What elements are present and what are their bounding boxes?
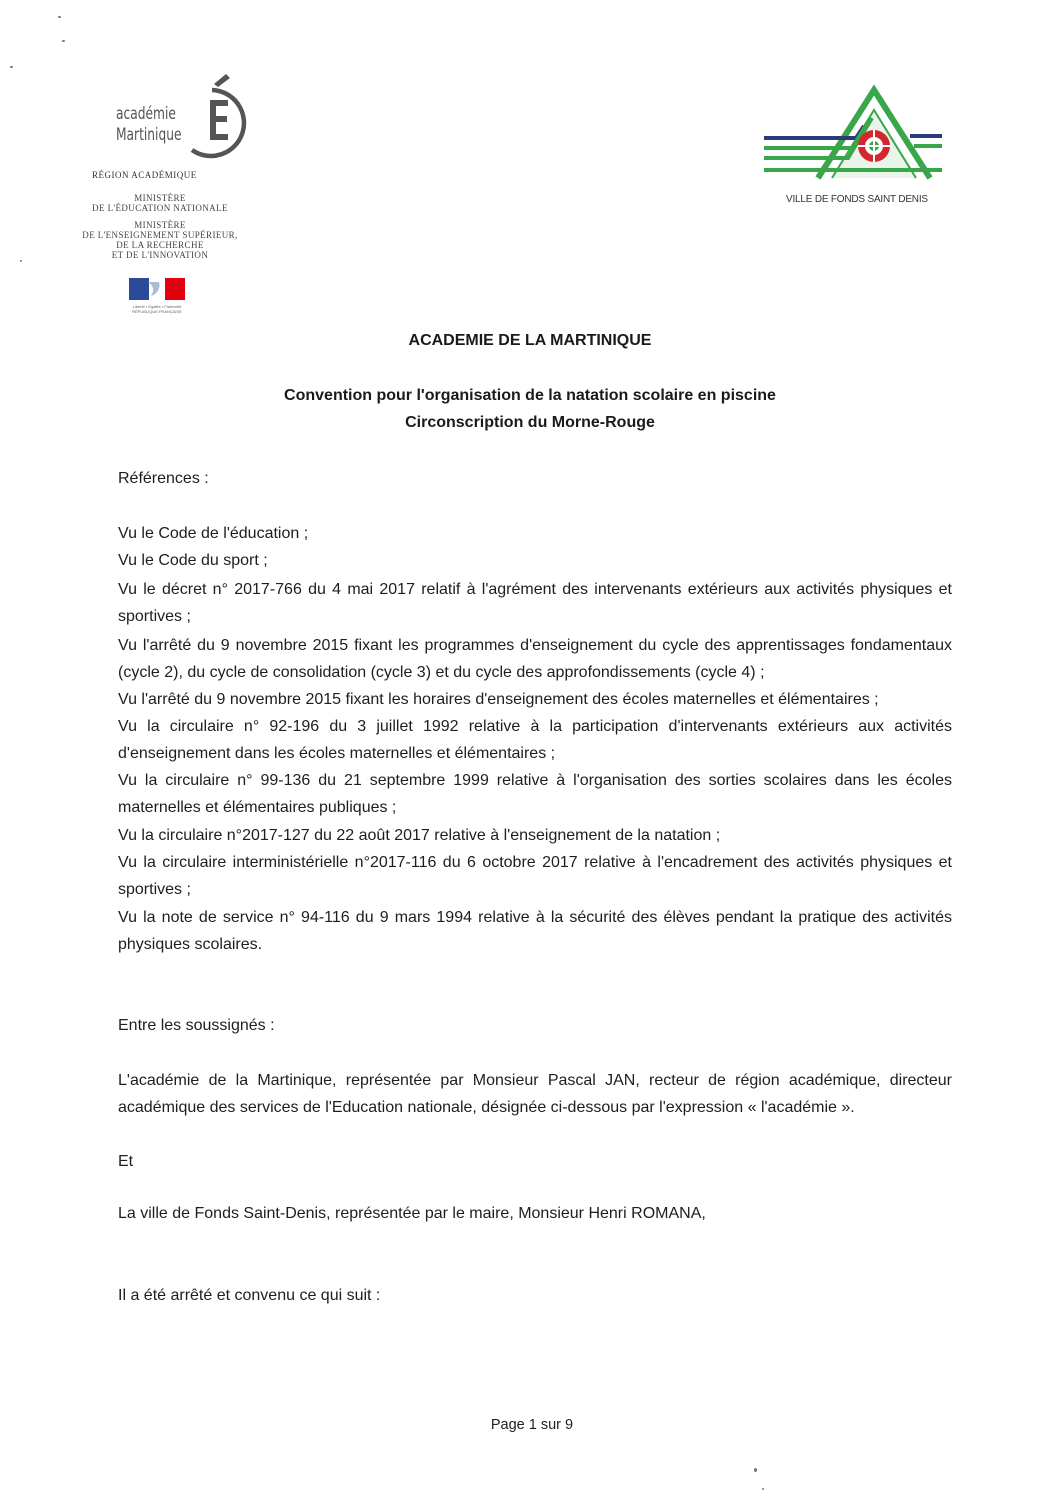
ministry-line: DE LA RECHERCHE (116, 240, 204, 250)
ministry-line: MINISTÈRE (134, 220, 186, 230)
document-subtitle-circonscription: Circonscription du Morne-Rouge (405, 414, 655, 431)
parties-intro: Entre les soussignés : (118, 1017, 275, 1034)
scan-speck (762, 1488, 764, 1490)
scan-speck (62, 40, 65, 42)
reference-item: Vu le Code de l'éducation ; (118, 525, 309, 542)
reference-item: Vu l'arrêté du 9 novembre 2015 fixant les programmes d'enseignement du cycle des apprentissages fondamentaux (cycle 2), du cycle de consolidation (cycle 3) et du cycle des approfondissements (cycle 4) ; (118, 637, 952, 681)
agreement-statement: Il a été arrêté et convenu ce qui suit : (118, 1287, 381, 1304)
reference-item: Vu la circulaire n° 99-136 du 21 septembre 1999 relative à l'organisation des sorties scolaires dans les écoles maternelles et élémentaires publiques ; (118, 772, 952, 816)
academy-logo (108, 72, 258, 167)
references-label: Références : (118, 470, 209, 487)
ministry-line: DE L'ÉDUCATION NATIONALE (92, 203, 228, 213)
reference-item: Vu la circulaire n°2017-127 du 22 août 2017 relative à l'enseignement de la natation ; (118, 827, 721, 844)
academy-logo-line1: académie (116, 104, 176, 124)
scan-speck (10, 66, 13, 68)
ministry-line: DE L'ENSEIGNEMENT SUPÉRIEUR, (82, 230, 238, 240)
document-subtitle: Convention pour l'organisation de la natation scolaire en piscine (284, 387, 776, 404)
scan-speck (58, 16, 61, 18)
ministry-line: ET DE L'INNOVATION (111, 250, 209, 260)
reference-item: Vu le décret n° 2017-766 du 4 mai 2017 relatif à l'agrément des intervenants extérieurs aux activités physiques et sportives ; (118, 581, 952, 625)
ministry-line: MINISTÈRE (134, 193, 186, 203)
scan-speck (754, 1468, 757, 1472)
reference-item: Vu la circulaire interministérielle n°2017-116 du 6 octobre 2017 relative à l'encadrement des activités physiques et sportives ; (118, 854, 952, 898)
page-number: Page 1 sur 9 (490, 1417, 574, 1433)
reference-item: Vu la circulaire n° 92-196 du 3 juillet 1992 relative à la participation d'intervenants extérieurs aux activités d'enseignement dans les écoles maternelles et élémentaires ; (118, 718, 952, 762)
conjunction-et: Et (118, 1153, 134, 1170)
academy-logo-line2: Martinique (116, 125, 182, 145)
french-republic-flag-icon (129, 278, 185, 300)
party-ville: La ville de Fonds Saint-Denis, représentée par le maire, Monsieur Henri ROMANA, (118, 1205, 706, 1222)
reference-item: Vu l'arrêté du 9 novembre 2015 fixant les horaires d'enseignement des écoles maternelles et élémentaires ; (118, 691, 879, 708)
academy-e-emblem (174, 72, 250, 162)
reference-item: Vu la note de service n° 94-116 du 9 mars 1994 relative à la sécurité des élèves pendant la pratique des activités physiques scolaires. (118, 909, 952, 953)
city-logo-caption: VILLE DE FONDS SAINT DENIS (786, 194, 928, 205)
region-label: RÉGION ACADÉMIQUE (92, 170, 197, 180)
flag-caption: Liberté • Égalité • Fraternité RÉPUBLIQUE FRANÇAISE (132, 304, 182, 314)
document-title: ACADEMIE DE LA MARTINIQUE (408, 332, 652, 349)
party-academie: L'académie de la Martinique, représentée par Monsieur Pascal JAN, recteur de région académique, directeur académique des services de l'Education nationale, désignée ci-dessous par l'expression « l'académie ». (118, 1072, 952, 1116)
city-logo (760, 80, 942, 184)
scan-speck (20, 260, 22, 262)
reference-item: Vu le Code du sport ; (118, 552, 268, 569)
